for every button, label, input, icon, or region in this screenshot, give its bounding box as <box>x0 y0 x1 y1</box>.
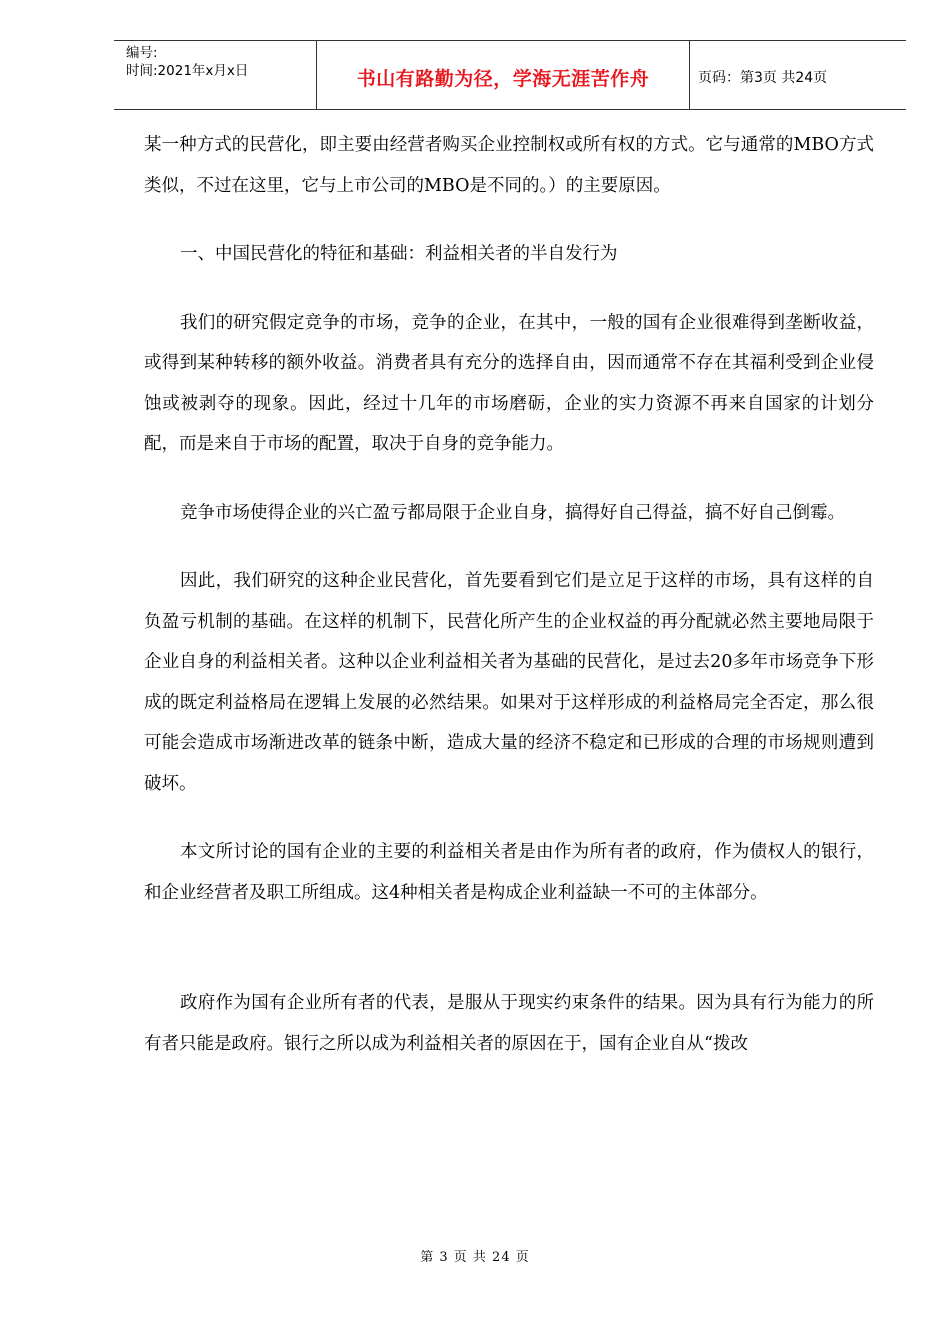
paragraph: 我们的研究假定竞争的市场，竞争的企业，在其中，一般的国有企业很难得到垄断收益，或得到某种转移的额外收益。消费者具有充分的选择自由，因而通常不存在其福利受到企业侵蚀或被剥夺的现象。因此，经过十几年的市场磨砺，企业的实力资源不再来自国家的计划分配，而是来自于市场的配置，取决于自身的竞争能力。 <box>144 312 874 454</box>
time-label: 时间:2021年x月x日 <box>126 63 249 79</box>
paragraph: 政府作为国有企业所有者的代表，是服从于现实约束条件的结果。因为具有行为能力的所有者只能是政府。银行之所以成为利益相关者的原因在于，国有企业自从“拨改 <box>144 993 874 1054</box>
serial-number-label: 编号: <box>126 45 158 61</box>
section-heading: 一、中国民营化的特征和基础：利益相关者的半自发行为 <box>180 244 618 264</box>
header-page-info: 页码：第3页 共24页 <box>698 70 828 86</box>
header-motto: 书山有路勤为径，学海无涯苦作舟 <box>356 68 650 90</box>
header-motto-cell <box>317 41 690 109</box>
paragraph-continued: 某一种方式的民营化，即主要由经营者购买企业控制权或所有权的方式。它与通常的MBO方式类似，不过在这里，它与上市公司的MBO是不同的。）的主要原因。 <box>144 135 874 196</box>
document-body <box>144 125 874 1092</box>
paragraph: 竞争市场使得企业的兴亡盈亏都局限于企业自身，搞得好自己得益，搞不好自己倒霉。 <box>180 502 845 523</box>
page-footer: 第 3 页 共 24 页 <box>420 1250 530 1265</box>
header-meta-cell <box>114 41 317 109</box>
document-header <box>114 40 906 110</box>
header-page-cell <box>690 41 906 109</box>
paragraph: 因此，我们研究的这种企业民营化，首先要看到它们是立足于这样的市场，具有这样的自负盈亏机制的基础。在这样的机制下，民营化所产生的企业权益的再分配就必然主要地局限于企业自身的利益相关者。这种以企业利益相关者为基础的民营化，是过去20多年市场竞争下形成的既定利益格局在逻辑上发展的必然结果。如果对于这样形成的利益格局完全否定，那么很可能会造成市场渐进改革的链条中断，造成大量的经济不稳定和已形成的合理的市场规则遭到破坏。 <box>144 571 874 794</box>
paragraph: 本文所讨论的国有企业的主要的利益相关者是由作为所有者的政府，作为债权人的银行，和企业经营者及职工所组成。这4种相关者是构成企业利益缺一不可的主体部分。 <box>144 842 874 903</box>
